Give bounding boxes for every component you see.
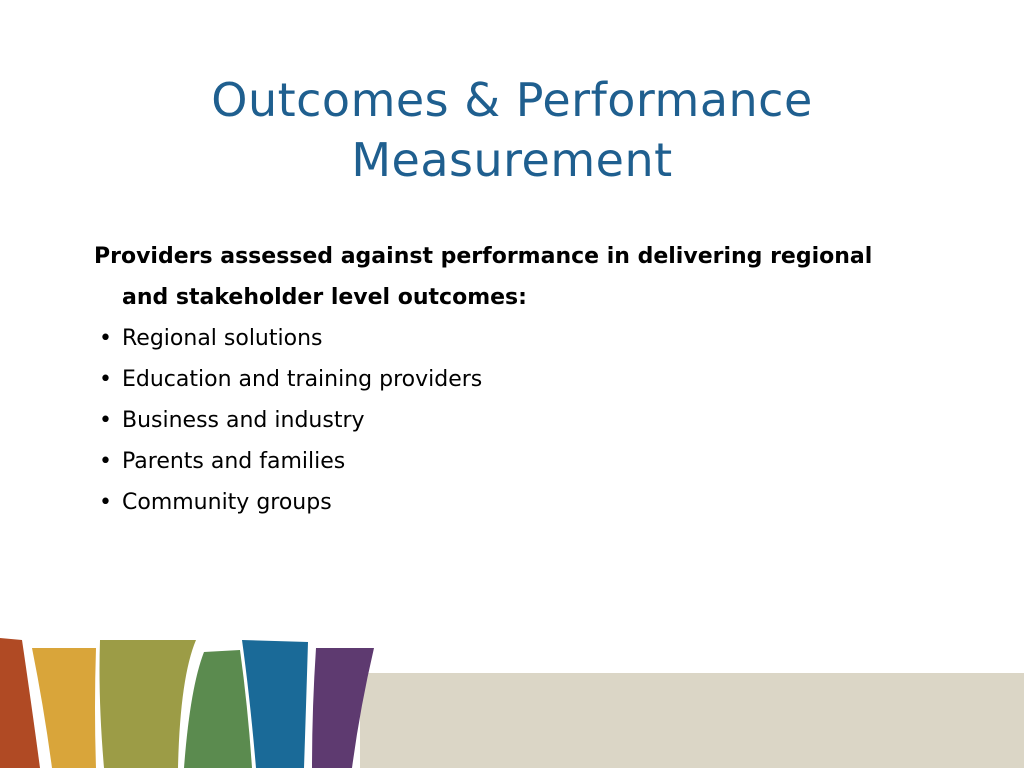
ribbon-olive	[100, 640, 197, 768]
decorative-ribbons-graphic	[0, 638, 1024, 768]
bullet-icon: •	[99, 326, 112, 351]
list-item	[94, 400, 924, 441]
list-item	[94, 318, 924, 359]
list-item	[94, 359, 924, 400]
slide-title	[112, 70, 912, 190]
bullet-icon: •	[99, 367, 112, 392]
bullet-text: Regional solutions	[122, 326, 323, 351]
slide-body	[94, 236, 924, 523]
title-line-2: Measurement	[351, 133, 673, 187]
ribbon-green	[184, 650, 252, 768]
beige-band	[360, 673, 1024, 768]
ribbon-gold	[32, 648, 96, 768]
bullet-text: Business and industry	[122, 408, 365, 433]
bullet-list	[94, 318, 924, 523]
bullet-text: Education and training providers	[122, 367, 483, 392]
bullet-icon: •	[99, 449, 112, 474]
bullet-icon: •	[99, 408, 112, 433]
list-item	[94, 441, 924, 482]
bullet-text: Parents and families	[122, 449, 346, 474]
bullet-icon: •	[99, 490, 112, 515]
bullet-text: Community groups	[122, 490, 332, 515]
title-line-1: Outcomes & Performance	[211, 73, 813, 127]
list-item	[94, 482, 924, 523]
lead-paragraph: Providers assessed against performance in delivering regional and stakeholder level outcomes:	[94, 244, 873, 310]
ribbon-blue	[242, 640, 308, 768]
